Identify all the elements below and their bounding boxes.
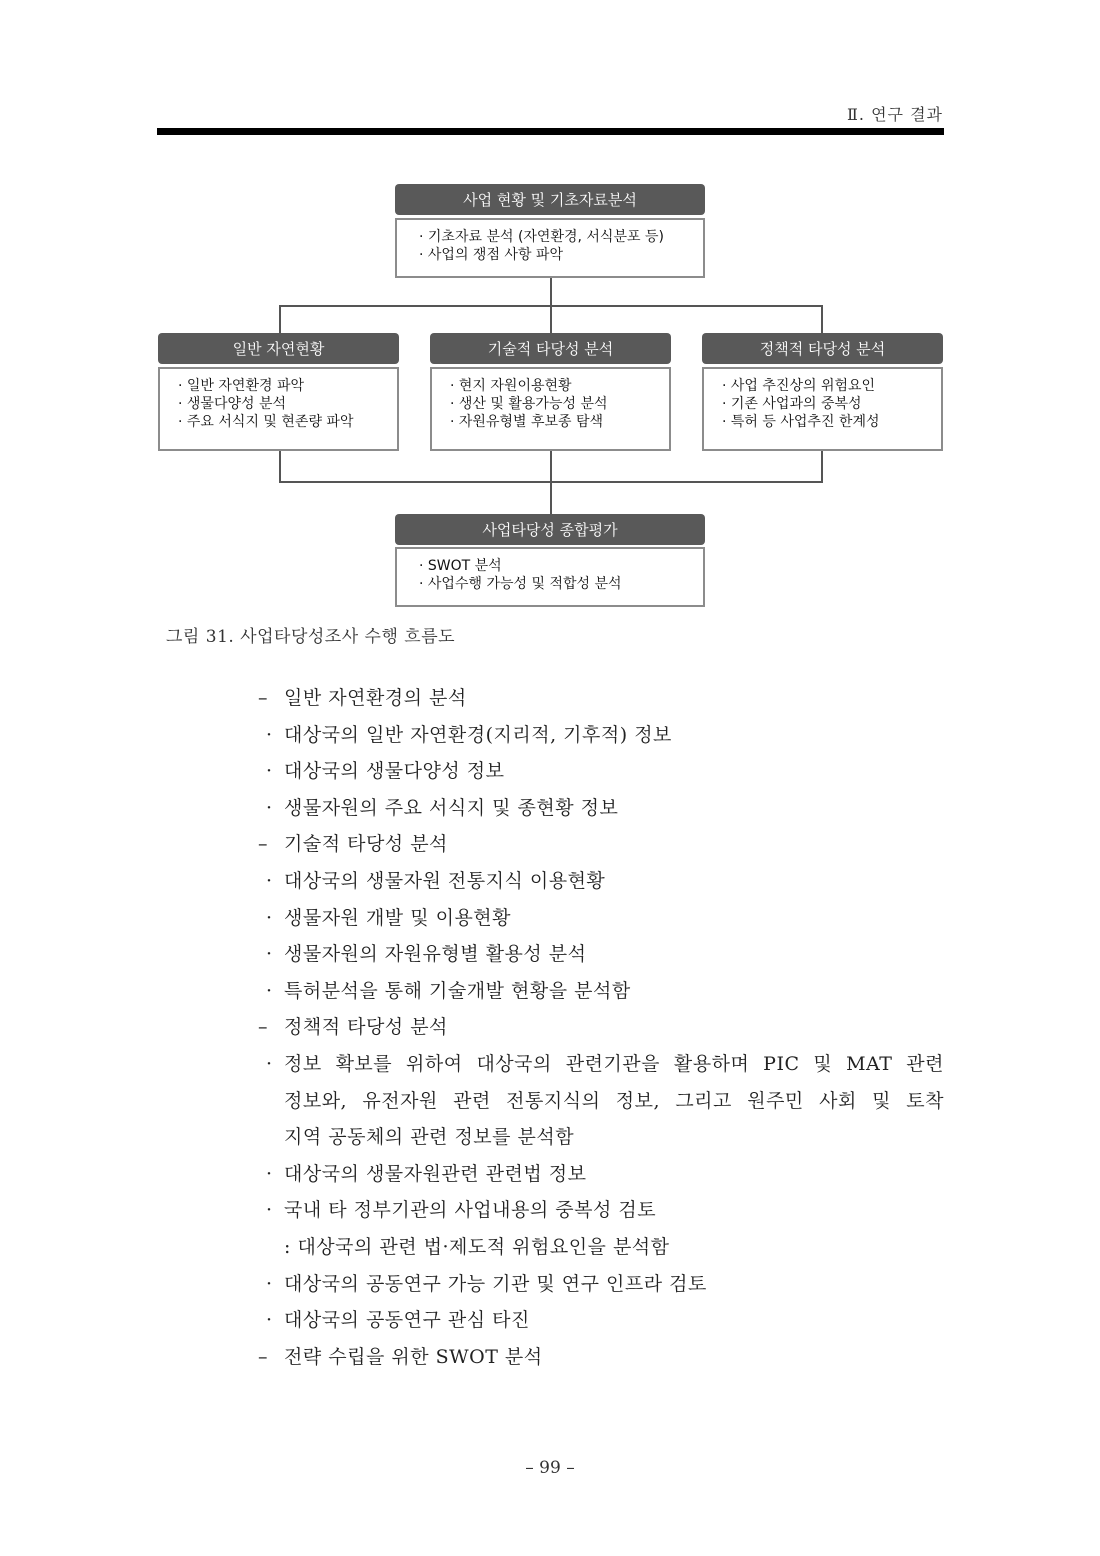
connector-center-up <box>550 450 552 516</box>
branch-box-natural <box>158 367 399 451</box>
top-step-item: · 기초자료 분석 (자연환경, 서식분포 등) <box>419 228 703 246</box>
bullet-line: · 생물자원의 주요 서식지 및 종현황 정보 <box>266 796 619 819</box>
branch-item: · 생물다양성 분석 <box>178 395 397 413</box>
continuation-line: 정보와, 유전자원 관련 전통지식의 정보, 그리고 원주민 사회 및 토착 <box>284 1089 944 1112</box>
branch-item: · 기존 사업과의 중복성 <box>722 395 941 413</box>
bullet-line: · 대상국의 생물자원관련 관련법 정보 <box>266 1162 587 1185</box>
connector-left-up <box>279 450 281 483</box>
top-step-title: 사업 현황 및 기초자료분석 <box>395 184 705 215</box>
body-text <box>258 680 944 1375</box>
continuation-line: : 대상국의 관련 법·제도적 위험요인을 분석함 <box>284 1235 670 1258</box>
bullet-line: · 생물자원의 자원유형별 활용성 분석 <box>266 943 587 966</box>
top-step-item: · 사업의 쟁점 사항 파악 <box>419 246 703 264</box>
bullet-line: · 대상국의 생물자원 전통지식 이용현황 <box>266 869 606 892</box>
connector-center-down <box>550 305 552 335</box>
connector-bottom-horizontal <box>279 481 823 483</box>
chapter-header: Ⅱ. 연구 결과 <box>847 105 943 124</box>
bottom-step-box <box>395 547 705 607</box>
bullet-line: · 국내 타 정부기관의 사업내용의 중복성 검토 <box>266 1199 657 1222</box>
branch-box-policy <box>702 367 943 451</box>
branch-box-technical <box>430 367 671 451</box>
bullet-line: · 대상국의 생물다양성 정보 <box>266 760 505 783</box>
branch-item: · 현지 자원이용현황 <box>450 377 669 395</box>
branch-item: · 생산 및 활용가능성 분석 <box>450 395 669 413</box>
figure-caption: 그림 31. 사업타당성조사 수행 흐름도 <box>166 627 456 647</box>
bullet-line: · 대상국의 일반 자연환경(지리적, 기후적) 정보 <box>266 723 672 746</box>
bottom-step-item: · SWOT 분석 <box>419 557 703 575</box>
branch-item: · 주요 서식지 및 현존량 파악 <box>178 413 397 431</box>
connector-right-down <box>821 305 823 335</box>
bullet-line: · 대상국의 공동연구 가능 기관 및 연구 인프라 검토 <box>266 1272 707 1295</box>
connector-right-up <box>821 450 823 483</box>
branch-item: · 특허 등 사업추진 한계성 <box>722 413 941 431</box>
branch-title-policy: 정책적 타당성 분석 <box>702 333 943 364</box>
bottom-step-title: 사업타당성 종합평가 <box>395 514 705 545</box>
branch-title-technical: 기술적 타당성 분석 <box>430 333 671 364</box>
bottom-step-item: · 사업수행 가능성 및 적합성 분석 <box>419 575 703 593</box>
flowchart <box>0 0 1100 620</box>
branch-item: · 자원유형별 후보종 탐색 <box>450 413 669 431</box>
bullet-line: · 특허분석을 통해 기술개발 현황을 분석함 <box>266 979 631 1002</box>
continuation-line: 지역 공동체의 관련 정보를 분석함 <box>284 1126 575 1149</box>
branch-item: · 사업 추진상의 위험요인 <box>722 377 941 395</box>
bullet-line: · 정보 확보를 위하여 대상국의 관련기관을 활용하며 PIC 및 MAT 관련 <box>266 1052 944 1075</box>
connector-top-vertical <box>550 278 552 306</box>
connector-left-down <box>279 305 281 335</box>
branch-title-natural: 일반 자연현황 <box>158 333 399 364</box>
bullet-line: · 대상국의 공동연구 관심 타진 <box>266 1309 530 1332</box>
section-heading: – 전략 수립을 위한 SWOT 분석 <box>258 1345 543 1368</box>
branch-item: · 일반 자연환경 파악 <box>178 377 397 395</box>
section-heading: – 정책적 타당성 분석 <box>258 1016 448 1039</box>
section-heading: – 기술적 타당성 분석 <box>258 833 448 856</box>
page-number: – 99 – <box>525 1458 575 1478</box>
top-step-box <box>395 218 705 278</box>
section-heading: – 일반 자연환경의 분석 <box>258 687 467 709</box>
bullet-line: · 생물자원 개발 및 이용현황 <box>266 906 512 929</box>
